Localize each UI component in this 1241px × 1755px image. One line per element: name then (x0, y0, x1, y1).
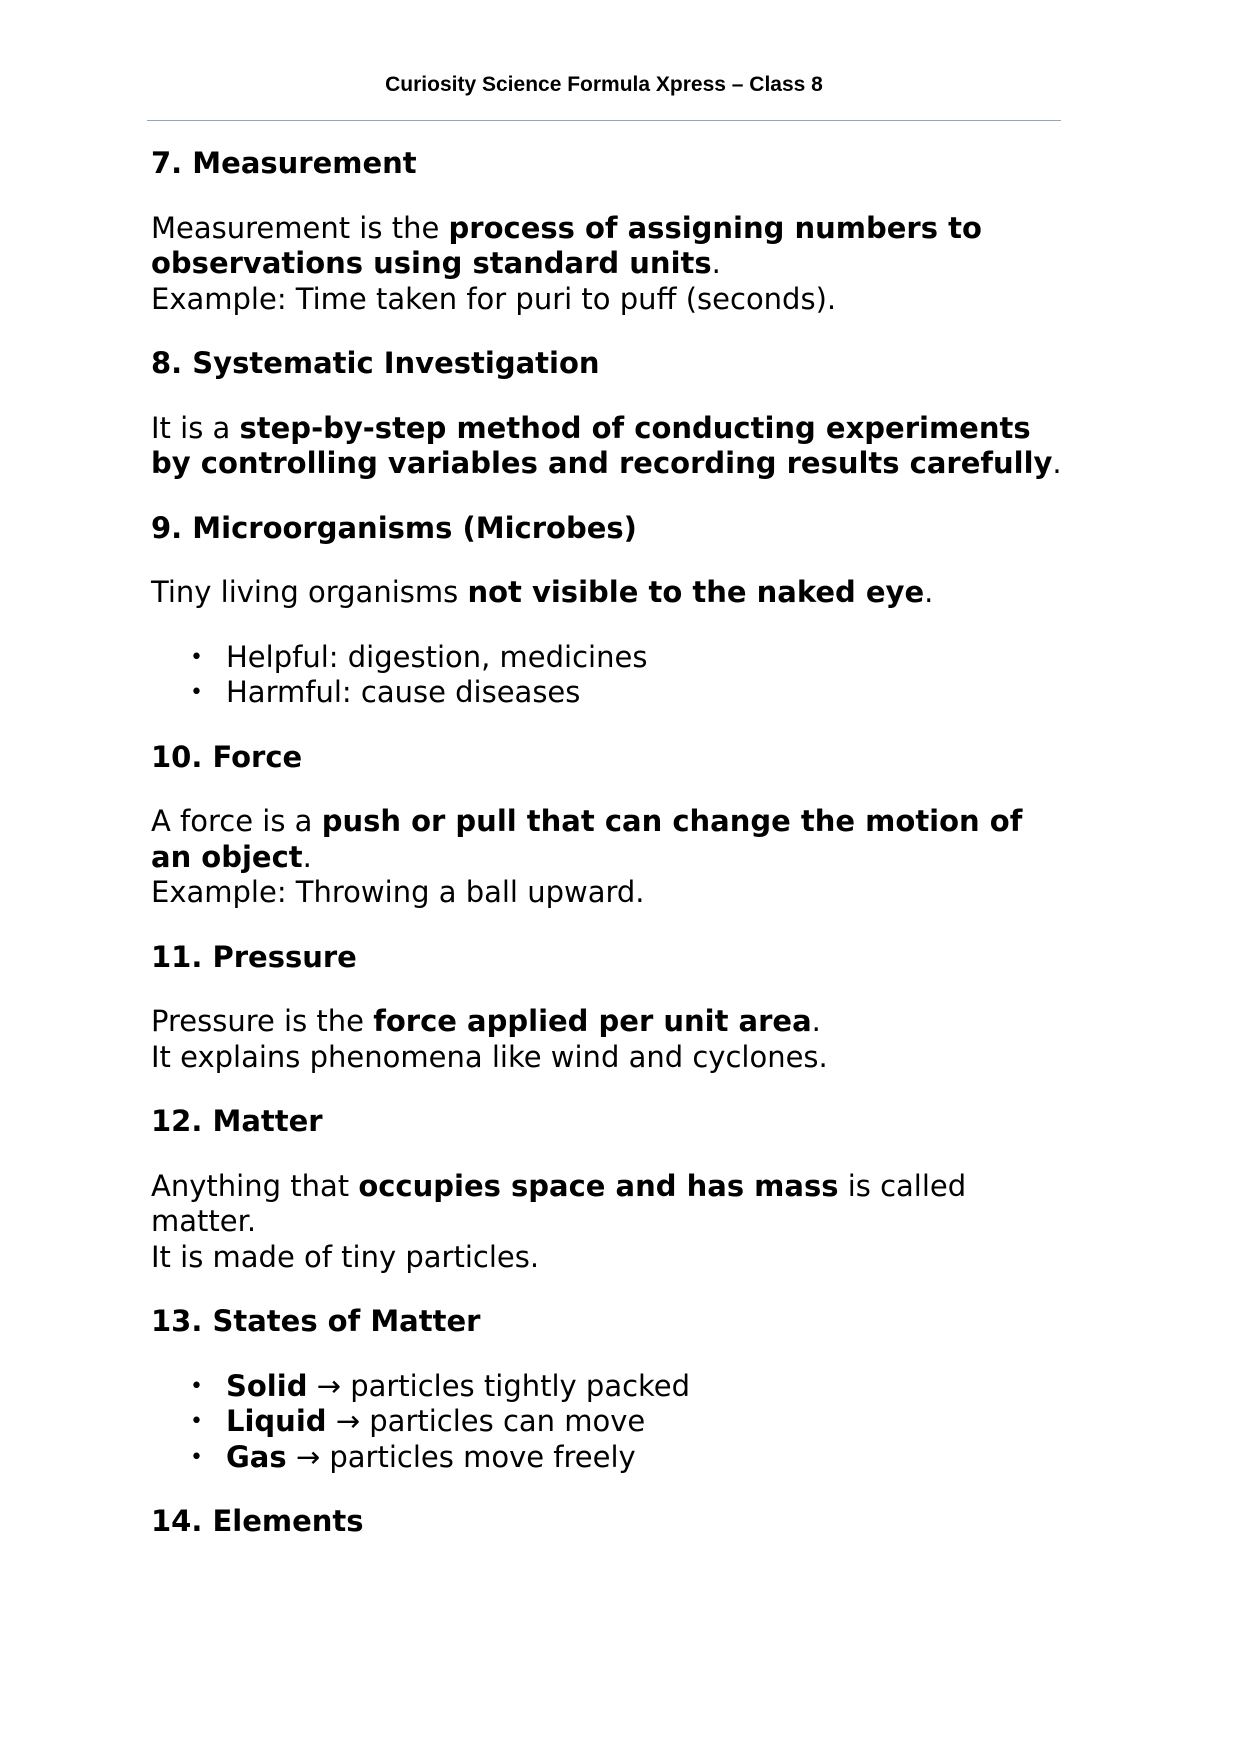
text-run: Anything that (151, 1168, 359, 1203)
header-divider (147, 120, 1061, 121)
bold-text: not visible to the naked eye (467, 575, 925, 609)
section-paragraph (151, 411, 1071, 482)
section-heading: 12. Matter (151, 1104, 323, 1138)
section-paragraph (151, 575, 1071, 611)
section-heading: 10. Force (151, 739, 303, 774)
state-description: → particles tightly packed (307, 1368, 691, 1403)
section-pressure (151, 940, 1071, 1076)
section-heading: 9. Microorganisms (Microbes) (151, 510, 637, 545)
list-item (226, 1404, 1071, 1440)
section-paragraph (151, 1169, 1071, 1276)
section-elements (151, 1504, 1071, 1540)
text-run: . (711, 246, 721, 280)
bold-text: force applied per unit area (373, 1004, 812, 1038)
list-item (226, 1440, 1071, 1476)
section-heading: 7. Measurement (151, 146, 417, 180)
section-systematic-investigation (151, 346, 1071, 482)
state-description: → particles move freely (286, 1439, 636, 1474)
list-item: • Helpful: digestion, medicines (226, 640, 1071, 676)
bold-text: push or pull that can change the motion of an object (151, 804, 1023, 874)
example-text: Example: Throwing a ball upward. (151, 875, 645, 909)
bold-text: step-by-step method of conducting experiments by controlling variables and recording results carefully (151, 410, 1053, 480)
text-run: It is a (151, 410, 240, 445)
section-matter (151, 1104, 1071, 1275)
bullet-list (151, 1369, 1071, 1476)
explanation-text: It is made of tiny particles. (151, 1239, 540, 1274)
text-run: Pressure is the (151, 1004, 374, 1038)
section-microorganisms (151, 511, 1071, 711)
section-heading: 13. States of Matter (151, 1304, 481, 1338)
section-states-of-matter (151, 1304, 1071, 1475)
bold-text: process of assigning numbers to observations using standard units (151, 210, 982, 280)
text-run: Tiny living organisms (151, 575, 468, 609)
section-force (151, 740, 1071, 911)
list-item: • Harmful: cause diseases (226, 675, 1071, 711)
list-item (226, 1369, 1071, 1405)
state-description: → particles can move (326, 1404, 646, 1438)
section-heading: 14. Elements (151, 1504, 364, 1538)
text-run: . (302, 839, 312, 874)
bullet-list (151, 640, 1071, 711)
text-run: . (811, 1004, 821, 1038)
state-term: Solid (226, 1368, 308, 1403)
text-run: A force is a (151, 804, 322, 838)
explanation-text: It explains phenomena like wind and cyclones. (151, 1039, 828, 1074)
bold-text: occupies space and has mass (358, 1168, 839, 1203)
example-text: Example: Time taken for puri to puff (seconds). (151, 281, 837, 316)
document-body (151, 146, 1071, 1540)
section-paragraph (151, 804, 1071, 911)
section-measurement (151, 146, 1071, 317)
page-header-title: Curiosity Science Formula Xpress – Class 8 (385, 73, 823, 96)
text-run: . (924, 575, 934, 609)
state-term: Gas (226, 1439, 287, 1474)
text-run: . (1052, 446, 1062, 480)
section-heading: 11. Pressure (151, 939, 357, 974)
section-paragraph (151, 211, 1071, 318)
section-paragraph (151, 1004, 1071, 1075)
text-run: is called matter. (151, 1168, 967, 1238)
text-run: Measurement is the (151, 210, 449, 245)
state-term: Liquid (226, 1404, 327, 1438)
section-heading: 8. Systematic Investigation (151, 346, 600, 380)
